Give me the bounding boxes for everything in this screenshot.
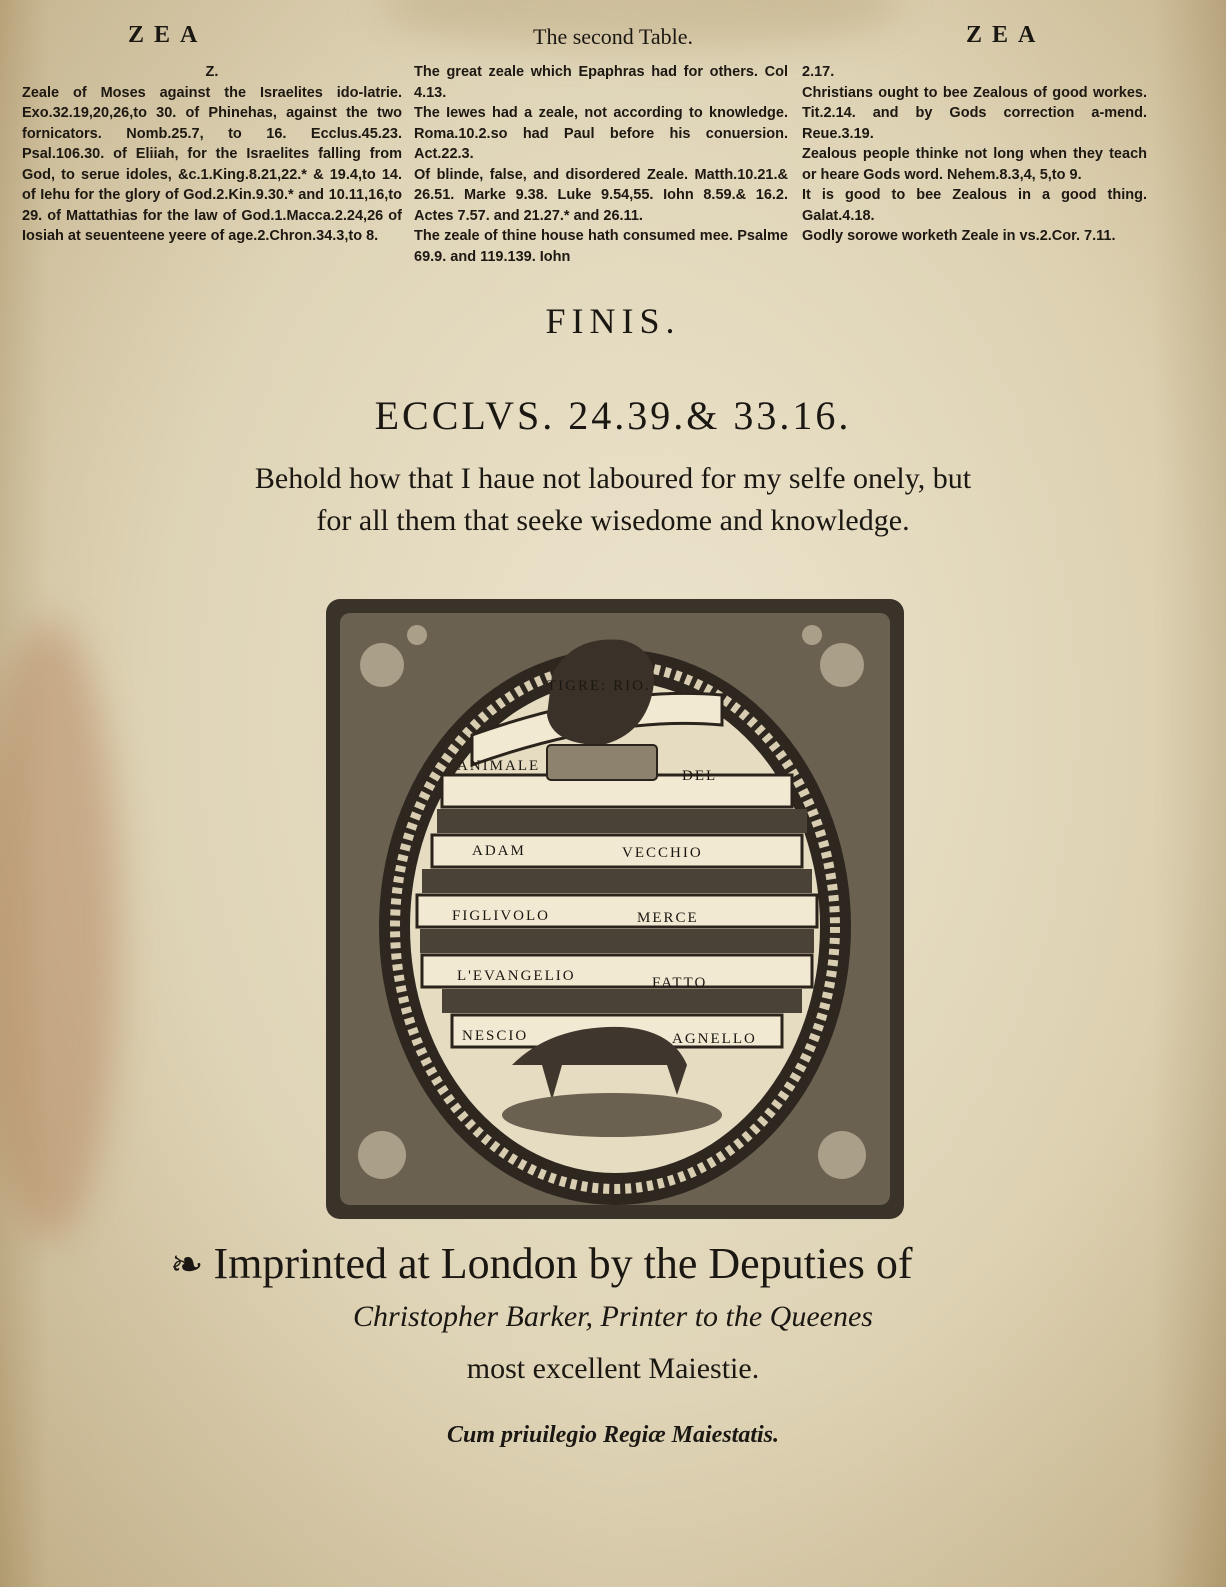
imprint-line-3: most excellent Maiestie. xyxy=(466,1352,760,1385)
imprint-text: Imprinted at London by the Deputies of xyxy=(213,1239,913,1288)
ribbon-text: ADAM xyxy=(472,843,526,859)
index-entry: Christians ought to bee Zealous of good workes. Tit.2.14. and by Gods correction a-mend. Reue.3.19. xyxy=(802,84,1147,142)
ribbon-text: AGNELLO xyxy=(672,1031,757,1047)
header-right: ZEA xyxy=(966,22,1046,48)
epigraph-line-2: for all them that seeke wisedome and knowledge. xyxy=(316,504,910,537)
privilege-line: Cum priuilegio Regiæ Maiestatis. xyxy=(446,1422,780,1448)
index-entry: Zealous people thinke not long when they teach or heare Gods word. Nehem.8.3,4, 5,to 9. xyxy=(802,146,1147,183)
index-entry: The Iewes had a zeale, not according to knowledge. Roma.10.2.so had Paul before his conuersion. Act.22.3. xyxy=(414,105,788,162)
ground-mound xyxy=(502,1093,722,1137)
index-entry: Of blinde, false, and disordered Zeale. Matth.10.21.& 26.51. Marke 9.38. Luke 9.54,55. Iohn 8.59.& 16.2. Actes 7.57. and 21.27.* and 26.11. xyxy=(414,166,788,224)
ribbon-text: FATTO xyxy=(652,975,708,991)
ribbon-text: L'EVANGELIO xyxy=(457,968,576,984)
index-column-right xyxy=(802,62,1147,247)
epigraph-line-1: Behold how that I haue not laboured for my selfe onely, but xyxy=(254,462,972,495)
index-entry: The zeale of thine house hath consumed mee. Psalme 69.9. and 119.139. Iohn xyxy=(414,228,788,265)
ribbon-text: NESCIO xyxy=(462,1028,529,1044)
index-entry: It is good to bee Zealous in a good thing. Galat.4.18. xyxy=(802,187,1147,224)
crown-basket xyxy=(547,745,657,780)
imprint-line-2: Christopher Barker, Printer to the Queenes xyxy=(353,1300,873,1333)
ribbon-text: TIGRE: RIO. xyxy=(547,678,651,694)
ribbon-text: VECCHIO xyxy=(622,845,703,861)
header-left: ZEA xyxy=(128,22,208,48)
ribbon-text: MERCE xyxy=(637,910,699,926)
index-letter: Z. xyxy=(205,64,219,80)
finis-heading: FINIS. xyxy=(545,301,681,341)
printers-device-woodcut xyxy=(322,595,908,1223)
index-entry: The great zeale which Epaphras had for others. Col 4.13. xyxy=(414,64,788,101)
scripture-reference: ECCLVS. 24.39.& 33.16. xyxy=(374,393,852,438)
ribbon-text: DEL xyxy=(682,768,718,784)
index-entry: 2.17. xyxy=(802,64,835,80)
index-column-left xyxy=(22,62,402,247)
ribbon-text: ANIMALE xyxy=(457,758,541,774)
index-column-middle xyxy=(414,62,788,267)
index-entry: Zeale of Moses against the Israelites ido-latrie. Exo.32.19,20,26,to 30. of Phinehas, against the two fornicators. Nomb.25.7, to 16. Ecclus.45.23. Psal.106.30. of Eliiah, for the Israelites falling from God, to serue idoles, &c.1.King.8.21,22.* & 19.4,to 14. of Iehu for the glory of God.2.Kin.9.30.* and 10.11,16,to 29. of Mattathias for the law of God.1.Macca.2.24,26 of Iosiah at seuenteene yeere of age.2.Chron.34.3,to 8. xyxy=(22,84,402,244)
imprint-line-1 xyxy=(170,1238,1070,1289)
running-title: The second Table. xyxy=(533,24,693,49)
ribbon-text: FIGLIVOLO xyxy=(452,908,550,924)
index-entry: Godly sorowe worketh Zeale in vs.2.Cor. 7.11. xyxy=(802,228,1116,244)
fleuron-icon: ❧ xyxy=(170,1242,204,1287)
